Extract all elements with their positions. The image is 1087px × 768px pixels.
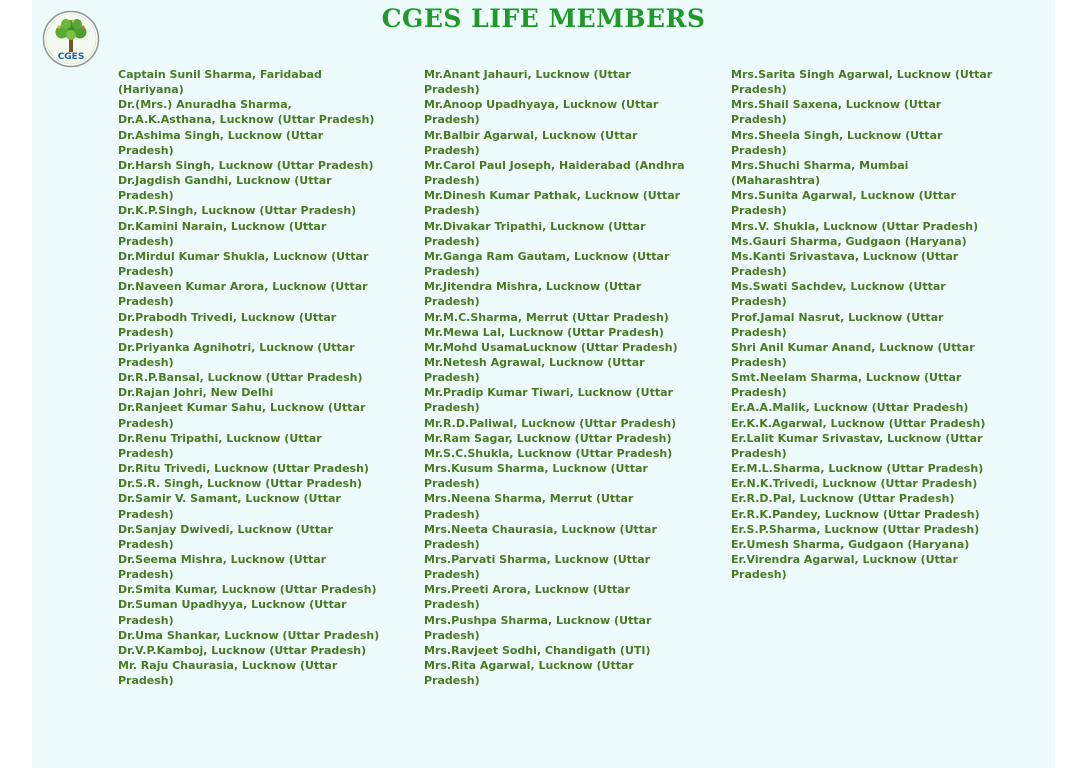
member-entry: Mr.Netesh Agrawal, Lucknow (Uttar Pradesh) bbox=[424, 355, 645, 385]
document-page bbox=[32, 0, 1055, 768]
member-entry: Mrs.Shail Saxena, Lucknow (Uttar Pradesh) bbox=[731, 98, 942, 127]
member-entry: Mrs.Neeta Chaurasia, Lucknow (Uttar Pradesh) bbox=[424, 522, 657, 551]
member-entry: Er.S.P.Sharma, Lucknow (Uttar Pradesh) bbox=[731, 522, 980, 536]
member-entry: Mrs.Kusum Sharma, Lucknow (Uttar Pradesh) bbox=[424, 462, 648, 491]
member-entry: Ms.Kanti Srivastava, Lucknow (Uttar Pradesh) bbox=[731, 249, 959, 279]
member-entry: Mr.S.C.Shukla, Lucknow (Uttar Pradesh) bbox=[424, 446, 673, 460]
logo-text: CGES bbox=[57, 52, 85, 62]
member-entry: Captain Sunil Sharma, Faridabad (Hariyana) bbox=[118, 68, 322, 97]
member-entry: Dr.Harsh Singh, Lucknow (Uttar Pradesh) bbox=[118, 158, 374, 172]
member-entry: Mr.Mewa Lal, Lucknow (Uttar Pradesh) bbox=[424, 325, 664, 339]
member-entry: Er.N.K.Trivedi, Lucknow (Uttar Pradesh) bbox=[731, 477, 978, 491]
member-entry: Dr.Samir V. Samant, Lucknow (Uttar Pradesh) bbox=[118, 492, 341, 521]
member-entry: Dr.(Mrs.) Anuradha Sharma, bbox=[118, 98, 292, 112]
member-entry: Dr.A.K.Asthana, Lucknow (Uttar Pradesh) bbox=[118, 113, 375, 127]
member-entry: Prof.Jamal Nasrut, Lucknow (Uttar Pradesh) bbox=[731, 310, 944, 339]
member-entry: Mr.Dinesh Kumar Pathak, Lucknow (Uttar Pradesh) bbox=[424, 189, 681, 218]
member-entry: Er.K.K.Agarwal, Lucknow (Uttar Pradesh) bbox=[731, 416, 986, 430]
member-entry: Mrs.Pushpa Sharma, Lucknow (Uttar Pradesh) bbox=[424, 613, 652, 642]
member-entry: Mr.R.D.Paliwal, Lucknow (Uttar Pradesh) bbox=[424, 416, 677, 430]
member-entry: Dr.Kamini Narain, Lucknow (Uttar Pradesh) bbox=[118, 219, 327, 248]
member-entry: Dr.Mirdul Kumar Shukla, Lucknow (Uttar Pradesh) bbox=[118, 249, 369, 279]
member-entry: Mr.Ram Sagar, Lucknow (Uttar Pradesh) bbox=[424, 431, 672, 445]
member-entry: Mrs.Parvati Sharma, Lucknow (Uttar Pradesh) bbox=[424, 553, 651, 582]
member-entry: Mrs.Sarita Singh Agarwal, Lucknow (Uttar Pradesh) bbox=[731, 68, 993, 97]
member-entry: Mrs.Neena Sharma, Merrut (Uttar Pradesh) bbox=[424, 492, 634, 521]
member-entry: Mrs.Shuchi Sharma, Mumbai (Maharashtra) bbox=[731, 158, 909, 188]
members-column-1 bbox=[118, 67, 380, 688]
member-entry: Dr.Priyanka Agnihotri, Lucknow (Uttar Pradesh) bbox=[118, 340, 355, 369]
member-entry: Shri Anil Kumar Anand, Lucknow (Uttar Pradesh) bbox=[731, 340, 975, 369]
members-column-2 bbox=[424, 67, 686, 688]
member-entry: Mrs.Preeti Arora, Lucknow (Uttar Pradesh) bbox=[424, 583, 631, 612]
member-entry: Mr.Mohd UsamaLucknow (Uttar Pradesh) bbox=[424, 340, 678, 354]
member-entry: Mrs.V. Shukla, Lucknow (Uttar Pradesh) bbox=[731, 219, 979, 233]
member-entry: Mr.Balbir Agarwal, Lucknow (Uttar Pradesh) bbox=[424, 128, 638, 157]
member-entry: Dr.Suman Upadhyya, Lucknow (Uttar Pradesh) bbox=[118, 598, 347, 627]
member-entry: Dr.Uma Shankar, Lucknow (Uttar Pradesh) bbox=[118, 628, 380, 642]
member-entry: Dr.Rajan Johri, New Delhi bbox=[118, 386, 274, 400]
member-entry: Mr.M.C.Sharma, Merrut (Uttar Pradesh) bbox=[424, 310, 669, 324]
member-entry: Mrs.Sunita Agarwal, Lucknow (Uttar Pradesh) bbox=[731, 189, 956, 218]
member-entry: Dr.Sanjay Dwivedi, Lucknow (Uttar Pradesh) bbox=[118, 522, 333, 551]
page-title: CGES LIFE MEMBERS bbox=[381, 4, 706, 33]
member-entry: Mr.Divakar Tripathi, Lucknow (Uttar Pradesh) bbox=[424, 219, 646, 248]
member-entry: Mr.Anoop Upadhyaya, Lucknow (Uttar Pradesh) bbox=[424, 98, 659, 127]
member-entry: Ms.Swati Sachdev, Lucknow (Uttar Pradesh) bbox=[731, 280, 946, 309]
member-entry: Mr. Raju Chaurasia, Lucknow (Uttar Pradesh) bbox=[118, 659, 338, 688]
member-entry: Dr.Seema Mishra, Lucknow (Uttar Pradesh) bbox=[118, 553, 327, 582]
member-entry: Mrs.Ravjeet Sodhi, Chandigath (UTI) bbox=[424, 643, 651, 657]
member-entry: Mr.Ganga Ram Gautam, Lucknow (Uttar Pradesh) bbox=[424, 249, 670, 279]
member-entry: Mrs.Sheela Singh, Lucknow (Uttar Pradesh) bbox=[731, 128, 943, 157]
member-entry: Smt.Neelam Sharma, Lucknow (Uttar Pradesh) bbox=[731, 371, 962, 400]
member-entry: Er.A.A.Malik, Lucknow (Uttar Pradesh) bbox=[731, 401, 969, 415]
member-entry: Dr.K.P.Singh, Lucknow (Uttar Pradesh) bbox=[118, 204, 357, 218]
member-entry: Mr.Pradip Kumar Tiwari, Lucknow (Uttar Pradesh) bbox=[424, 386, 673, 415]
member-entry: Er.Umesh Sharma, Gudgaon (Haryana) bbox=[731, 537, 970, 551]
member-entry: Dr.S.R. Singh, Lucknow (Uttar Pradesh) bbox=[118, 477, 363, 491]
member-entry: Er.M.L.Sharma, Lucknow (Uttar Pradesh) bbox=[731, 462, 984, 476]
member-entry: Dr.Ranjeet Kumar Sahu, Lucknow (Uttar Pradesh) bbox=[118, 401, 366, 430]
member-entry: Er.R.K.Pandey, Lucknow (Uttar Pradesh) bbox=[731, 507, 980, 521]
member-entry: Dr.R.P.Bansal, Lucknow (Uttar Pradesh) bbox=[118, 371, 363, 385]
member-entry: Mrs.Rita Agarwal, Lucknow (Uttar Pradesh) bbox=[424, 659, 634, 688]
member-entry: Mr.Jitendra Mishra, Lucknow (Uttar Pradesh) bbox=[424, 280, 642, 309]
member-entry: Dr.Ritu Trivedi, Lucknow (Uttar Pradesh) bbox=[118, 462, 369, 476]
member-entry: Er.Lalit Kumar Srivastav, Lucknow (Uttar Pradesh) bbox=[731, 431, 983, 460]
member-entry: Dr.Renu Tripathi, Lucknow (Uttar Pradesh) bbox=[118, 431, 322, 460]
member-entry: Mr.Anant Jahauri, Lucknow (Uttar Pradesh) bbox=[424, 68, 631, 97]
member-entry: Er.R.D.Pal, Lucknow (Uttar Pradesh) bbox=[731, 492, 955, 506]
member-entry: Dr.Jagdish Gandhi, Lucknow (Uttar Pradesh) bbox=[118, 174, 332, 203]
member-entry: Dr.Ashima Singh, Lucknow (Uttar Pradesh) bbox=[118, 128, 324, 157]
members-column-3 bbox=[731, 67, 993, 582]
member-entry: Er.Virendra Agarwal, Lucknow (Uttar Pradesh) bbox=[731, 553, 958, 582]
member-entry: Ms.Gauri Sharma, Gudgaon (Haryana) bbox=[731, 234, 967, 248]
member-entry: Dr.V.P.Kamboj, Lucknow (Uttar Pradesh) bbox=[118, 643, 367, 657]
member-entry: Dr.Naveen Kumar Arora, Lucknow (Uttar Pradesh) bbox=[118, 280, 368, 309]
member-entry: Dr.Prabodh Trivedi, Lucknow (Uttar Pradesh) bbox=[118, 310, 337, 339]
member-entry: Mr.Carol Paul Joseph, Haiderabad (Andhra Pradesh) bbox=[424, 158, 685, 188]
member-entry: Dr.Smita Kumar, Lucknow (Uttar Pradesh) bbox=[118, 583, 377, 597]
